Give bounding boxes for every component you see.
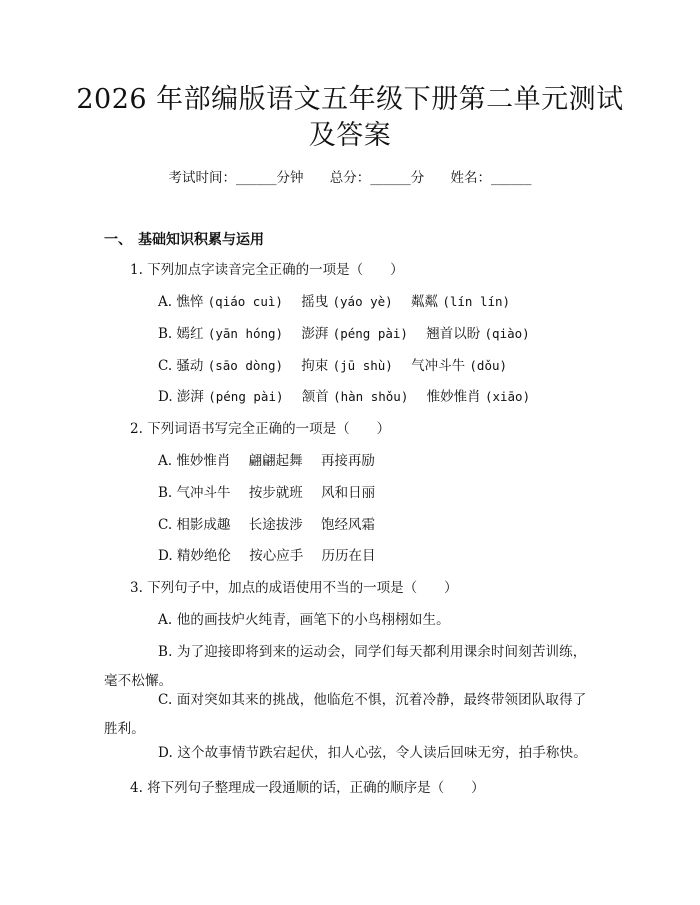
section-number: 一、	[104, 232, 132, 248]
section-heading	[104, 230, 264, 250]
page-title: 2026 年部编版语文五年级下册第二单元测试	[76, 84, 624, 115]
answer-option: D. 这个故事情节跌宕起伏，扣人心弦，令人读后回味无穷，拍手称快。	[158, 745, 587, 761]
total-score-field: 总分：______分	[329, 170, 425, 186]
question-stem: 2. 下列词语书写完全正确的一项是（ ）	[130, 421, 391, 437]
answer-option: C. 骚动 (sāo dòng) 拘束 (jū shù) 气冲斗牛 (dǒu)	[158, 358, 508, 374]
student-name-field: 姓名：______	[450, 170, 532, 186]
question-stem: 1. 下列加点字读音完全正确的一项是（ ）	[130, 262, 404, 278]
answer-option: D. 澎湃 (péng pài) 颔首 (hàn shǒu) 惟妙惟肖 (xiāo)	[158, 389, 531, 405]
answer-option: D. 精妙绝伦 按心应手 历历在目	[158, 548, 376, 564]
question-stem: 4. 将下列句子整理成一段通顺的话，正确的顺序是（ ）	[130, 780, 485, 796]
question-stem: 3. 下列句子中，加点的成语使用不当的一项是（ ）	[130, 580, 458, 596]
answer-option: B. 气冲斗牛 按步就班 风和日丽	[158, 485, 376, 501]
answer-option: A. 憔悴 (qiáo cuì) 摇曳 (yáo yè) 粼粼 (lín lín)	[158, 294, 511, 310]
answer-option: C. 相影成趣 长途拔涉 饱经风霜	[158, 517, 376, 533]
answer-option: B. 嫣红 (yān hóng) 澎湃 (péng pài) 翘首以盼 (qiào)	[158, 326, 530, 342]
answer-option: C. 面对突如其来的挑战，他临危不惧，沉着冷静，最终带领团队取得了胜利。	[104, 692, 587, 737]
answer-option: B. 为了迎接即将到来的运动会，同学们每天都利用课余时间刻苦训练，毫不松懈。	[104, 644, 587, 689]
page-title-continued: 及答案	[308, 120, 392, 151]
answer-option: A. 惟妙惟肖 翩翩起舞 再接再励	[158, 453, 375, 469]
exam-meta	[0, 168, 700, 188]
exam-time-field: 考试时间：______分钟	[168, 170, 304, 186]
answer-option: A. 他的画技炉火纯青，画笔下的小鸟栩栩如生。	[158, 612, 450, 628]
section-title: 基础知识积累与运用	[138, 232, 264, 248]
